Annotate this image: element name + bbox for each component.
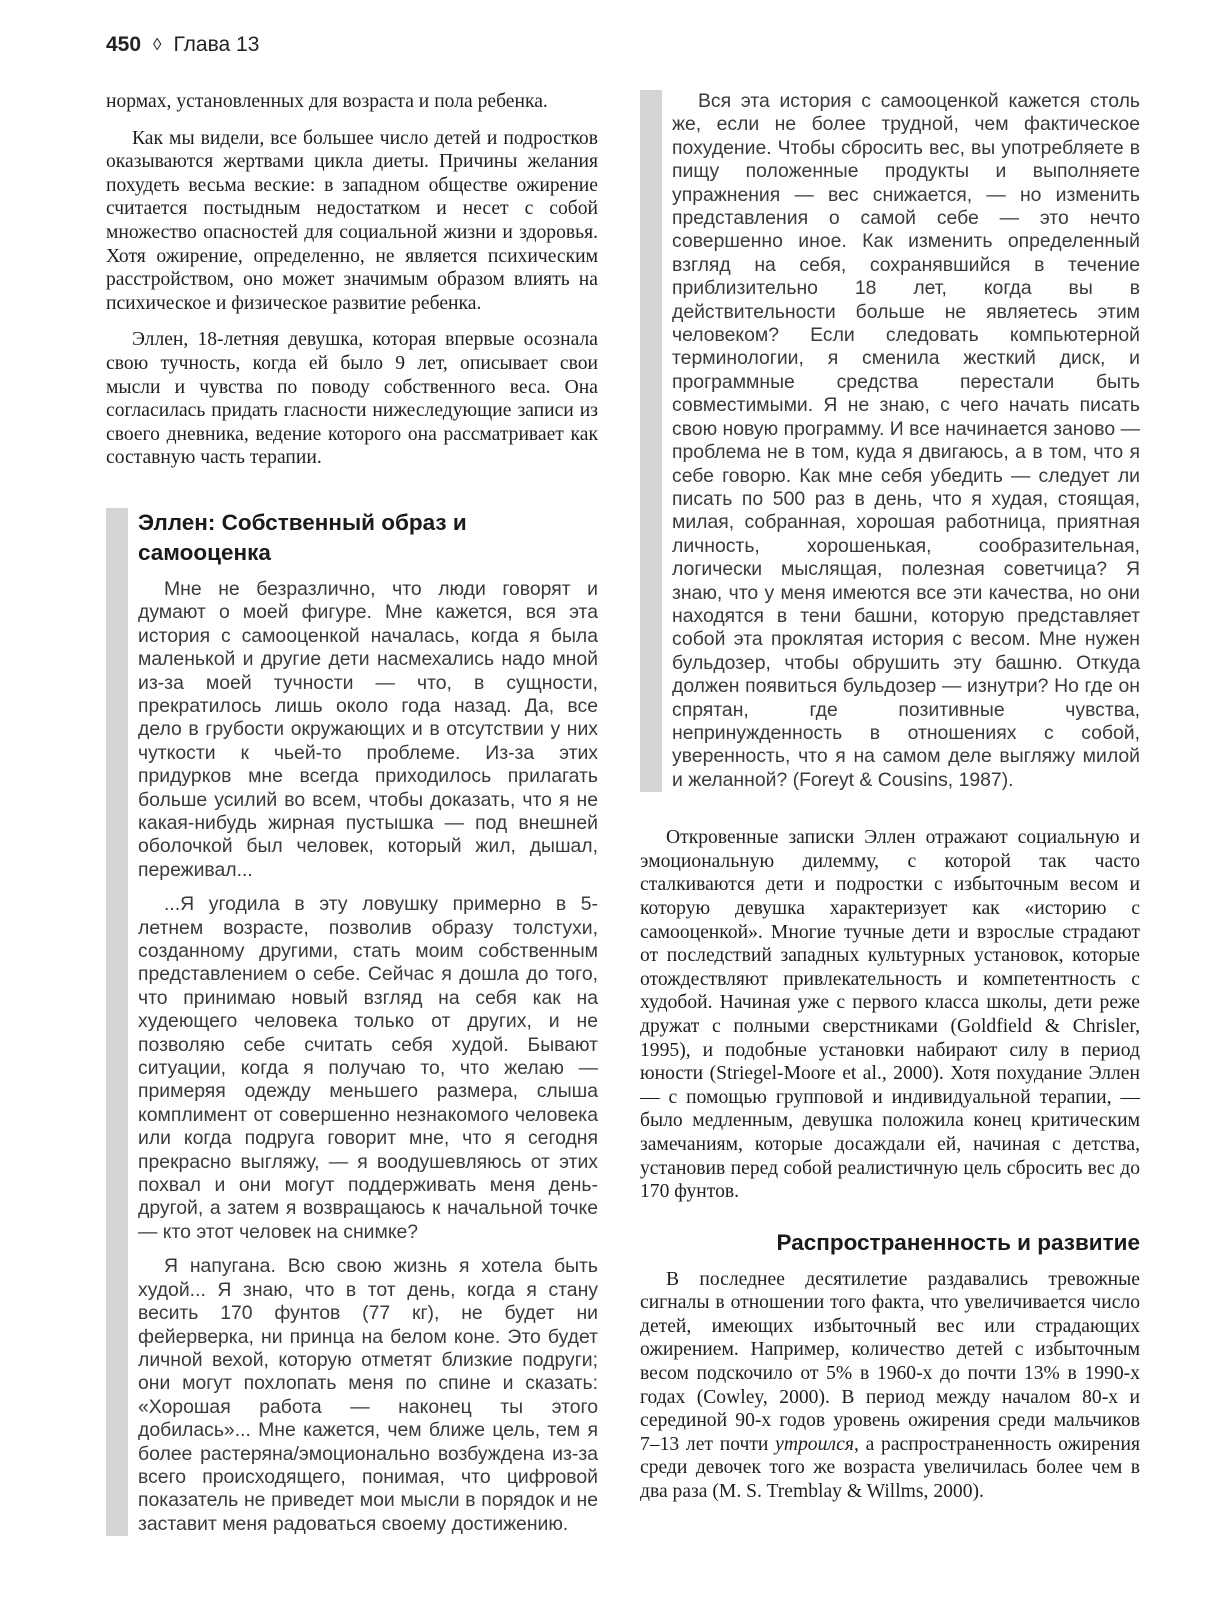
- box-title: Эллен: Собственный образ и самооценка: [138, 509, 467, 565]
- paragraph: [640, 1268, 1140, 1504]
- left-column: [106, 90, 598, 1536]
- paragraph-text: , а распространенность ожирения среди девочек того же возраста увеличилась более чем в два раза (M. S. Tremblay & Willms, 2000).: [640, 1433, 1140, 1503]
- case-box-part1: [106, 508, 598, 1536]
- box-paragraph: Я напугана. Всю свою жизнь я хотела быть худой... Я знаю, что в тот день, когда я стану весить 170 фунтов (77 кг), не будет ни фейерверка, ни принца на белом коне. Это будет личной вехой, которую отметят близкие подруги; они могут похлопать меня по спине и сказать: «Хорошая работа — наконец ты этого добилась»... Мне кажется, чем ближе цель, тем я более растеряна/эмоционально возбуждена из-за всего происходящего, понимая, что цифровой показатель не приведет мои мысли в порядок и не заставит меня радоваться своему достижению.: [138, 1255, 598, 1535]
- box-paragraph: ...Я угодила в эту ловушку примерно в 5-летнем возрасте, позволив образу толстухи, созданному другими, стать моим собственным представлением о себе. Сейчас я дошла до того, что принимаю новый взгляд на себя как на худеющего человека только от других, и не позволяю себе считать себя худой. Бывают ситуации, когда я получаю то, что желаю — примеряя одежду меньшего размера, слыша комплимент от совершенно незнакомого человека или когда подруга говорит мне, что я сегодня прекрасно выгляжу, — я воодушевляюсь от этих похвал и они могут поддерживать меня день-другой, а затем я возвращаюсь к начальной точке — кто этот человек на снимке?: [138, 893, 598, 1243]
- emphasis-text: утроился: [775, 1433, 854, 1455]
- section-heading: Распространенность и развитие: [776, 1229, 1140, 1255]
- box-paragraph: Вся эта история с самооценкой кажется столь же, если не более трудной, чем фактическое похудение. Чтобы сбросить вес, вы употребляете в пищу положенные продукты и выполняете упражнения — вес снижается, — но изменить представления о самой себе — это нечто совершенно иное. Как изменить определенный взгляд на себя, сохранявшийся в течение приблизительно 18 лет, когда вы в действительности больше не являетесь этим человеком? Если следовать компьютерной терминологии, я сменила жесткий диск, и программные средства перестали быть совместимыми. Я не знаю, с чего начать писать свою новую программу. И все начинается заново — проблема не в том, куда я двигаюсь, а в том, что я себе говорю. Как мне себя убедить — следует ли писать по 500 раз в день, что я худая, стоящая, милая, собранная, хорошая работница, приятная личность, хорошенькая, сообразительная, логически мыслящая, полезная советчица? Я знаю, что у меня имеются все эти качества, но они находятся в тени башни, которую представляет собой эта проклятая история с весом. Мне нужен бульдозер, чтобы обрушить эту башню. Откуда должен появиться бульдозер — изнутри? Но где он спрятан, где позитивные чувства, непринужденность в отношениях с собой, уверенность, что я на самом деле выгляжу милой и желанной? (Foreyt & Cousins, 1987).: [672, 90, 1140, 791]
- page-number: 450: [106, 33, 142, 56]
- case-box-part2: [640, 90, 1140, 792]
- paragraph: Эллен, 18-летняя девушка, которая впервые осознала свою тучность, когда ей было 9 лет, описывает свои мысли и чувства по поводу собственного веса. Она согласилась придать гласности нижеследующие записи из своего дневника, ведение которого она рассматривает как составную часть терапии.: [106, 329, 598, 469]
- chapter-label: Глава 13: [173, 33, 260, 56]
- box-paragraph: Мне не безразлично, что люди говорят и думают о моей фигуре. Мне кажется, вся эта история с самооценкой началась, когда я была маленькой и другие дети насмехались надо мной из-за моей тучности — что, в сущности, прекратилось лишь около года назад. Да, все дело в грубости окружающих и в отсутствии у них чуткости к чьей-то проблеме. Из-за этих придурков мне всегда приходилось прилагать больше усилий во всем, чтобы доказать, что я не какая-нибудь жирная пустышка — под внешней оболочкой был человек, который жил, дышал, переживал...: [138, 577, 598, 881]
- right-column: [640, 90, 1140, 1504]
- page-header: [106, 30, 259, 60]
- paragraph: Как мы видели, все большее число детей и подростков оказываются жертвами цикла диеты. Причины желания похудеть весьма веские: в западном обществе ожирение считается постыдным недостатком и несет с собой множество опасностей для социальной жизни и здоровья. Хотя ожирение, определенно, не является психическим расстройством, оно может значимым образом влиять на психическое и физическое развитие ребенка.: [106, 127, 598, 314]
- paragraph: Откровенные записки Эллен отражают социальную и эмоциональную дилемму, с которой так часто сталкиваются дети и подростки с избыточным весом и которую девушка характеризует как «историю с самооценкой». Многие тучные дети и взрослые страдают от последствий западных культурных установок, которые отождествляют привлекательность и компетентность с худобой. Начиная уже с первого класса школы, дети реже дружат с полными сверстниками (Goldfield & Chrisler, 1995), и подобные установки набирают силу в период юности (Striegel-Moore et al., 2000). Хотя похудание Эллен — с помощью групповой и индивидуальной терапии, — было медленным, девушка положила конец критическим замечаниям, которые досаждали ей, начиная с детства, установив перед собой реалистичную цель сбросить вес до 170 фунтов.: [640, 827, 1140, 1203]
- paragraph-continuation: нормах, установленных для возраста и пола ребенка.: [106, 91, 548, 112]
- diamond-icon: ◊: [153, 35, 162, 54]
- paragraph-text: В последнее десятилетие раздавались тревожные сигналы в отношении того факта, что увеличивается число детей, имеющих избыточный вес или страдающих ожирением. Например, количество детей с избыточным весом подскочило от 5% в 1960-х до почти 13% в 1990-х годах (Cowley, 2000). В период между началом 80-х и серединой 90-х годов уровень ожирения среди мальчиков 7–13 лет почти: [640, 1268, 1140, 1455]
